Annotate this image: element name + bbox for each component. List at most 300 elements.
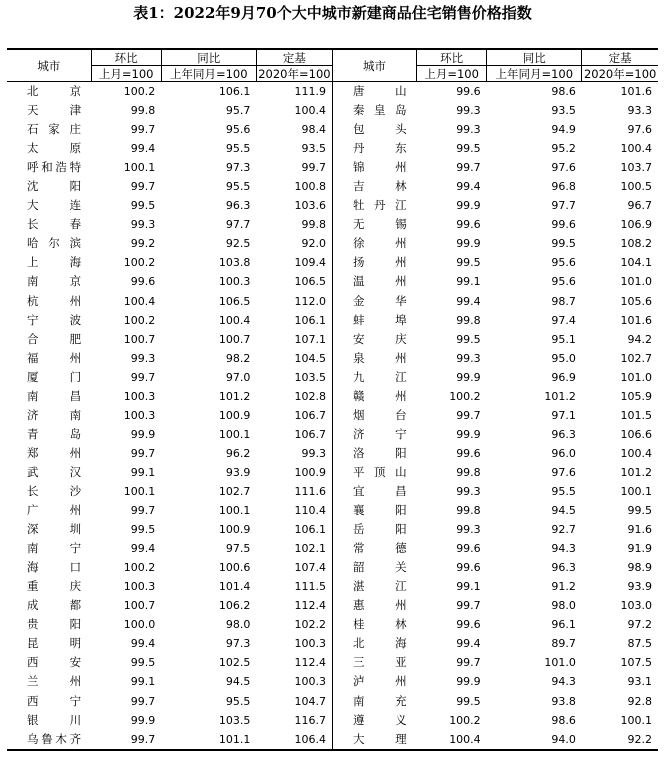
- index-value-cell: 106.9: [620, 218, 652, 232]
- index-value-cell: 96.9: [551, 370, 576, 384]
- index-value-cell: 99.6: [456, 618, 481, 632]
- city-name-cell: 无 锡: [332, 215, 416, 234]
- header-mom-right: 环比: [417, 49, 487, 66]
- index-value-cell: 95.0: [551, 351, 576, 365]
- index-value-cell: 101.2: [218, 389, 251, 403]
- city-name-cell: 南 昌: [27, 388, 82, 403]
- index-value-cell: 95.6: [551, 275, 576, 289]
- index-value-cell: 98.6: [551, 85, 576, 99]
- index-value-cell: 99.9: [456, 237, 481, 251]
- table-row: [7, 520, 658, 539]
- index-value-cell: 99.7: [130, 180, 156, 194]
- city-name-cell: 西 宁: [27, 693, 82, 708]
- header-mom-sub-left: 上月=100: [91, 66, 161, 82]
- table-row: [7, 615, 658, 634]
- table-body: [7, 82, 658, 750]
- index-value-cell: 99.4: [456, 637, 481, 651]
- city-name-cell: 吉 林: [332, 177, 416, 196]
- index-value-cell: 112.4: [294, 656, 326, 670]
- header-mom-left: 环比: [91, 49, 161, 66]
- table-row: [7, 596, 658, 615]
- index-value-cell: 101.2: [620, 465, 652, 479]
- index-value-cell: 101.6: [620, 85, 652, 99]
- index-value-cell: 109.4: [294, 256, 326, 270]
- index-value-cell: 99.4: [456, 294, 481, 308]
- index-value-cell: 100.7: [123, 599, 156, 613]
- table-row: [7, 387, 658, 406]
- table-row: [7, 82, 658, 102]
- index-value-cell: 100.7: [218, 332, 251, 346]
- index-value-cell: 99.6: [456, 218, 481, 232]
- index-value-cell: 107.4: [294, 561, 326, 575]
- index-value-cell: 93.9: [225, 465, 251, 479]
- index-value-cell: 99.3: [456, 523, 481, 537]
- index-value-cell: 97.7: [551, 199, 576, 213]
- index-value-cell: 104.5: [294, 351, 326, 365]
- index-value-cell: 102.8: [294, 389, 326, 403]
- table-row: [7, 234, 658, 253]
- index-value-cell: 99.7: [456, 656, 481, 670]
- city-name-cell: 泸 州: [332, 672, 416, 691]
- city-name-cell: 唐 山: [332, 82, 416, 102]
- table-row: [7, 711, 658, 730]
- index-value-cell: 100.4: [620, 446, 652, 460]
- index-value-cell: 92.2: [582, 730, 658, 750]
- index-value-cell: 100.3: [294, 675, 326, 689]
- index-value-cell: 94.5: [225, 675, 251, 689]
- city-name-cell: 徐 州: [332, 234, 416, 253]
- index-value-cell: 112.4: [294, 599, 326, 613]
- index-value-cell: 99.1: [130, 465, 156, 479]
- table-row: [7, 501, 658, 520]
- table-row: [7, 463, 658, 482]
- index-value-cell: 100.3: [218, 275, 251, 289]
- city-name-cell: 天 津: [27, 103, 82, 118]
- index-value-cell: 99.7: [130, 446, 156, 460]
- city-name-cell: 沈 阳: [27, 179, 82, 194]
- index-value-cell: 92.5: [225, 237, 251, 251]
- city-name-cell: 烟 台: [332, 406, 416, 425]
- index-value-cell: 95.5: [225, 142, 251, 156]
- index-value-cell: 99.6: [551, 218, 576, 232]
- index-value-cell: 95.6: [225, 123, 251, 137]
- city-name-cell: 昆 明: [27, 636, 82, 651]
- header-yoy-left: 同比: [161, 49, 256, 66]
- city-name-cell: 南 充: [332, 692, 416, 711]
- index-value-cell: 93.9: [627, 580, 652, 594]
- index-value-cell: 100.2: [123, 561, 156, 575]
- index-value-cell: 99.4: [456, 180, 481, 194]
- index-value-cell: 95.2: [551, 142, 576, 156]
- index-value-cell: 99.1: [456, 580, 481, 594]
- table-row: [7, 215, 658, 234]
- table-row: [7, 730, 658, 750]
- index-value-cell: 99.7: [130, 123, 156, 137]
- index-value-cell: 100.9: [218, 408, 251, 422]
- table-row: [7, 330, 658, 349]
- city-name-cell: 银 川: [27, 712, 82, 727]
- index-value-cell: 101.5: [620, 408, 652, 422]
- index-value-cell: 104.1: [620, 256, 652, 270]
- index-value-cell: 99.3: [456, 351, 481, 365]
- index-value-cell: 92.0: [301, 237, 326, 251]
- index-value-cell: 100.2: [449, 389, 481, 403]
- index-value-cell: 100.5: [620, 180, 652, 194]
- table-row: [7, 349, 658, 368]
- index-value-cell: 99.5: [130, 199, 156, 213]
- city-name-cell: 包 头: [332, 120, 416, 139]
- index-value-cell: 100.9: [294, 465, 326, 479]
- index-value-cell: 106.4: [256, 730, 332, 750]
- index-value-cell: 99.6: [130, 275, 156, 289]
- index-value-cell: 111.6: [294, 485, 326, 498]
- index-value-cell: 98.2: [225, 351, 251, 365]
- city-name-cell: 郑 州: [27, 445, 82, 460]
- index-value-cell: 99.3: [456, 123, 481, 137]
- index-value-cell: 107.1: [294, 332, 326, 346]
- index-value-cell: 100.9: [218, 523, 251, 537]
- index-value-cell: 96.3: [551, 561, 576, 575]
- table-row: [7, 368, 658, 387]
- header-yoy-sub-right: 上年同月=100: [487, 66, 582, 82]
- index-value-cell: 99.9: [456, 675, 481, 689]
- header-base-sub-left: 2020年=100: [258, 66, 331, 81]
- table-title: 表1：2022年9月70个大中城市新建商品住宅销售价格指数: [133, 4, 532, 22]
- table-row: [7, 577, 658, 596]
- index-value-cell: 100.4: [620, 142, 652, 156]
- city-name-cell: 南 宁: [27, 541, 82, 556]
- index-value-cell: 106.2: [218, 599, 251, 613]
- index-value-cell: 100.0: [123, 618, 156, 632]
- index-value-cell: 100.2: [123, 85, 156, 99]
- city-name-cell: 长 沙: [27, 484, 82, 498]
- index-value-cell: 96.2: [225, 446, 251, 460]
- index-value-cell: 99.3: [301, 446, 326, 460]
- index-value-cell: 108.2: [620, 237, 652, 251]
- price-index-table: [7, 48, 658, 751]
- index-value-cell: 100.2: [449, 713, 481, 727]
- index-value-cell: 103.8: [218, 256, 251, 270]
- index-value-cell: 99.5: [627, 504, 652, 518]
- header-base-left: 定基: [256, 49, 332, 66]
- index-value-cell: 116.7: [294, 713, 326, 727]
- table-row: [7, 482, 658, 501]
- table-row: [7, 253, 658, 272]
- index-value-cell: 89.7: [551, 637, 576, 651]
- index-value-cell: 96.0: [551, 446, 576, 460]
- index-value-cell: 99.7: [91, 730, 161, 750]
- index-value-cell: 99.8: [456, 504, 481, 518]
- city-name-cell: 深 圳: [27, 522, 82, 537]
- city-name-cell: 襄 阳: [332, 501, 416, 520]
- index-value-cell: 100.1: [620, 713, 652, 727]
- index-value-cell: 101.2: [544, 389, 576, 403]
- index-value-cell: 111.9: [294, 85, 326, 99]
- index-value-cell: 99.1: [130, 675, 156, 689]
- city-name-cell: 海 口: [27, 560, 82, 575]
- index-value-cell: 100.3: [123, 408, 156, 422]
- city-name-cell: 济 宁: [332, 425, 416, 444]
- index-value-cell: 101.1: [161, 730, 256, 750]
- table-row: [7, 158, 658, 177]
- index-value-cell: 94.3: [551, 675, 576, 689]
- city-name-cell: 长 春: [27, 217, 82, 232]
- index-value-cell: 101.0: [620, 370, 652, 384]
- index-value-cell: 98.0: [551, 599, 576, 613]
- index-value-cell: 97.2: [627, 618, 652, 632]
- city-name-cell: 宜 昌: [332, 482, 416, 501]
- city-name-cell: 丹 东: [332, 139, 416, 158]
- city-name-cell: 成 都: [27, 598, 82, 613]
- city-name-cell: 石家庄: [27, 122, 82, 137]
- index-value-cell: 99.6: [456, 446, 481, 460]
- index-value-cell: 91.6: [627, 523, 652, 537]
- index-value-cell: 94.2: [627, 332, 652, 346]
- index-value-cell: 101.4: [218, 580, 251, 594]
- index-value-cell: 99.4: [130, 542, 156, 556]
- index-value-cell: 99.5: [456, 142, 481, 156]
- city-name-cell: 温 州: [332, 272, 416, 291]
- index-value-cell: 106.1: [294, 523, 326, 537]
- table-row: [7, 653, 658, 672]
- index-value-cell: 96.3: [225, 199, 251, 213]
- index-value-cell: 93.5: [301, 142, 326, 156]
- index-value-cell: 93.8: [551, 694, 576, 708]
- header-yoy-sub-left: 上年同月=100: [161, 66, 256, 82]
- city-name-cell: 福 州: [27, 350, 82, 365]
- city-name-cell: 济 南: [27, 407, 82, 422]
- index-value-cell: 96.7: [627, 199, 652, 213]
- table-row: [7, 120, 658, 139]
- index-value-cell: 103.5: [294, 370, 326, 384]
- index-value-cell: 99.2: [130, 237, 156, 251]
- index-value-cell: 99.3: [130, 351, 156, 365]
- index-value-cell: 99.7: [456, 161, 481, 175]
- index-value-cell: 98.6: [551, 713, 576, 727]
- header-base-right: 定基: [582, 49, 658, 66]
- index-value-cell: 99.3: [130, 218, 156, 232]
- city-name-cell: 太 原: [27, 141, 82, 156]
- index-value-cell: 106.7: [294, 408, 326, 422]
- index-value-cell: 99.6: [456, 85, 481, 99]
- city-name-cell: 扬 州: [332, 253, 416, 272]
- index-value-cell: 92.8: [627, 694, 652, 708]
- city-name-cell: 南 京: [27, 274, 82, 289]
- index-value-cell: 99.5: [456, 256, 481, 270]
- index-value-cell: 100.1: [620, 485, 652, 498]
- index-value-cell: 99.7: [301, 161, 326, 175]
- city-name-cell: 兰 州: [27, 674, 82, 689]
- header-yoy-right: 同比: [487, 49, 582, 66]
- index-value-cell: 100.1: [123, 161, 156, 175]
- index-value-cell: 105.6: [620, 294, 652, 308]
- table-row: [7, 292, 658, 311]
- index-value-cell: 100.4: [417, 730, 487, 750]
- index-value-cell: 95.5: [225, 694, 251, 708]
- index-value-cell: 102.1: [294, 542, 326, 556]
- city-name-cell: 惠 州: [332, 596, 416, 615]
- table-row: [7, 196, 658, 215]
- table-row: [7, 139, 658, 158]
- table-row: [7, 177, 658, 196]
- index-value-cell: 99.8: [130, 104, 156, 118]
- city-name-cell: 哈尔滨: [27, 236, 82, 251]
- city-name-cell: 洛 阳: [332, 444, 416, 463]
- table-row: [7, 558, 658, 577]
- city-name-cell: 北 京: [27, 84, 82, 99]
- index-value-cell: 99.3: [456, 104, 481, 118]
- index-value-cell: 99.9: [456, 370, 481, 384]
- city-name-cell: 泉 州: [332, 349, 416, 368]
- city-name-cell: 贵 阳: [27, 617, 82, 632]
- table-row: [7, 672, 658, 691]
- index-value-cell: 100.1: [218, 504, 251, 518]
- index-value-cell: 95.6: [551, 256, 576, 270]
- index-value-cell: 94.3: [551, 542, 576, 556]
- city-name-cell: 蚌 埠: [332, 311, 416, 330]
- header-city-right: 城市: [332, 49, 416, 82]
- index-value-cell: 99.9: [456, 427, 481, 441]
- index-value-cell: 99.7: [130, 694, 156, 708]
- city-name-cell: 重 庆: [27, 579, 82, 594]
- index-value-cell: 97.3: [225, 637, 251, 651]
- city-name-cell: 北 海: [332, 634, 416, 653]
- index-value-cell: 103.5: [218, 713, 251, 727]
- city-name-cell: 西 安: [27, 655, 82, 670]
- index-value-cell: 106.7: [294, 427, 326, 441]
- index-value-cell: 102.5: [218, 656, 251, 670]
- index-value-cell: 100.3: [294, 637, 326, 651]
- index-value-cell: 102.2: [294, 618, 326, 632]
- index-value-cell: 91.2: [551, 580, 576, 594]
- index-value-cell: 106.5: [294, 275, 326, 289]
- table-row: [7, 634, 658, 653]
- index-value-cell: 97.4: [551, 313, 576, 327]
- index-value-cell: 94.5: [551, 504, 576, 518]
- index-value-cell: 103.0: [620, 599, 652, 613]
- index-value-cell: 96.8: [551, 180, 576, 194]
- index-value-cell: 99.8: [456, 465, 481, 479]
- city-name-cell: 青 岛: [27, 426, 82, 441]
- city-name-cell: 乌鲁木齐: [7, 730, 91, 750]
- index-value-cell: 98.7: [551, 294, 576, 308]
- header-mom-sub-right: 上月=100: [417, 66, 487, 82]
- index-value-cell: 92.7: [551, 523, 576, 537]
- index-value-cell: 97.6: [627, 123, 652, 137]
- city-name-cell: 武 汉: [27, 464, 82, 479]
- index-value-cell: 104.7: [294, 694, 326, 708]
- index-value-cell: 95.7: [225, 104, 251, 118]
- city-name-cell: 安 庆: [332, 330, 416, 349]
- index-value-cell: 100.8: [294, 180, 326, 194]
- city-name-cell: 大 理: [332, 730, 416, 750]
- index-value-cell: 97.1: [551, 408, 576, 422]
- city-name-cell: 杭 州: [27, 293, 82, 308]
- table-row: [7, 272, 658, 291]
- index-value-cell: 99.8: [456, 313, 481, 327]
- city-name-cell: 赣 州: [332, 387, 416, 406]
- index-value-cell: 102.7: [218, 485, 251, 498]
- city-name-cell: 宁 波: [27, 312, 82, 327]
- index-value-cell: 97.6: [551, 161, 576, 175]
- index-value-cell: 100.3: [123, 389, 156, 403]
- index-value-cell: 95.5: [551, 485, 576, 498]
- city-name-cell: 九 江: [332, 368, 416, 387]
- index-value-cell: 96.3: [551, 427, 576, 441]
- city-name-cell: 遵 义: [332, 711, 416, 730]
- index-value-cell: 100.4: [294, 104, 326, 118]
- index-value-cell: 103.6: [294, 199, 326, 213]
- city-name-cell: 秦皇岛: [332, 101, 416, 120]
- index-value-cell: 99.1: [456, 275, 481, 289]
- header-base-sub-right: 2020年=100: [582, 66, 658, 82]
- index-value-cell: 99.9: [456, 199, 481, 213]
- index-value-cell: 99.7: [456, 599, 481, 613]
- city-name-cell: 湛 江: [332, 577, 416, 596]
- city-name-cell: 大 连: [27, 198, 82, 213]
- index-value-cell: 98.4: [301, 123, 326, 137]
- index-value-cell: 97.3: [225, 161, 251, 175]
- header-city-left: 城市: [7, 49, 91, 82]
- city-name-cell: 厦 门: [27, 369, 82, 384]
- index-value-cell: 99.9: [130, 427, 156, 441]
- index-value-cell: 111.5: [294, 580, 326, 594]
- index-value-cell: 106.6: [620, 427, 652, 441]
- index-value-cell: 101.0: [544, 656, 576, 670]
- index-value-cell: 99.4: [130, 142, 156, 156]
- index-value-cell: 99.3: [456, 485, 481, 498]
- table-row: [7, 311, 658, 330]
- index-value-cell: 103.7: [620, 161, 652, 175]
- index-value-cell: 99.5: [551, 237, 576, 251]
- city-name-cell: 三 亚: [332, 653, 416, 672]
- index-value-cell: 106.1: [218, 85, 251, 99]
- index-value-cell: 98.9: [627, 561, 652, 575]
- index-value-cell: 99.5: [456, 332, 481, 346]
- index-value-cell: 107.5: [620, 656, 652, 670]
- index-value-cell: 94.9: [551, 123, 576, 137]
- index-value-cell: 97.7: [225, 218, 251, 232]
- index-value-cell: 96.1: [551, 618, 576, 632]
- index-value-cell: 100.2: [123, 256, 156, 270]
- city-name-cell: 呼和浩特: [27, 160, 82, 175]
- index-value-cell: 112.0: [294, 294, 326, 308]
- index-value-cell: 106.5: [218, 294, 251, 308]
- city-name-cell: 平顶山: [332, 463, 416, 482]
- table-header: [7, 49, 658, 82]
- index-value-cell: 99.7: [456, 408, 481, 422]
- index-value-cell: 99.7: [130, 504, 156, 518]
- index-value-cell: 101.0: [620, 275, 652, 289]
- index-value-cell: 99.8: [301, 218, 326, 232]
- index-value-cell: 110.4: [294, 504, 326, 518]
- table-row: [7, 692, 658, 711]
- index-value-cell: 97.5: [225, 542, 251, 556]
- index-value-cell: 99.9: [130, 713, 156, 727]
- index-value-cell: 97.6: [551, 465, 576, 479]
- index-value-cell: 100.4: [218, 313, 251, 327]
- index-value-cell: 100.6: [218, 561, 251, 575]
- table-row: [7, 425, 658, 444]
- index-value-cell: 100.4: [123, 294, 156, 308]
- index-value-cell: 91.9: [627, 542, 652, 556]
- index-value-cell: 99.4: [130, 637, 156, 651]
- city-name-cell: 韶 关: [332, 558, 416, 577]
- city-name-cell: 广 州: [27, 503, 82, 518]
- index-value-cell: 99.6: [456, 542, 481, 556]
- city-name-cell: 常 德: [332, 539, 416, 558]
- index-value-cell: 106.1: [294, 313, 326, 327]
